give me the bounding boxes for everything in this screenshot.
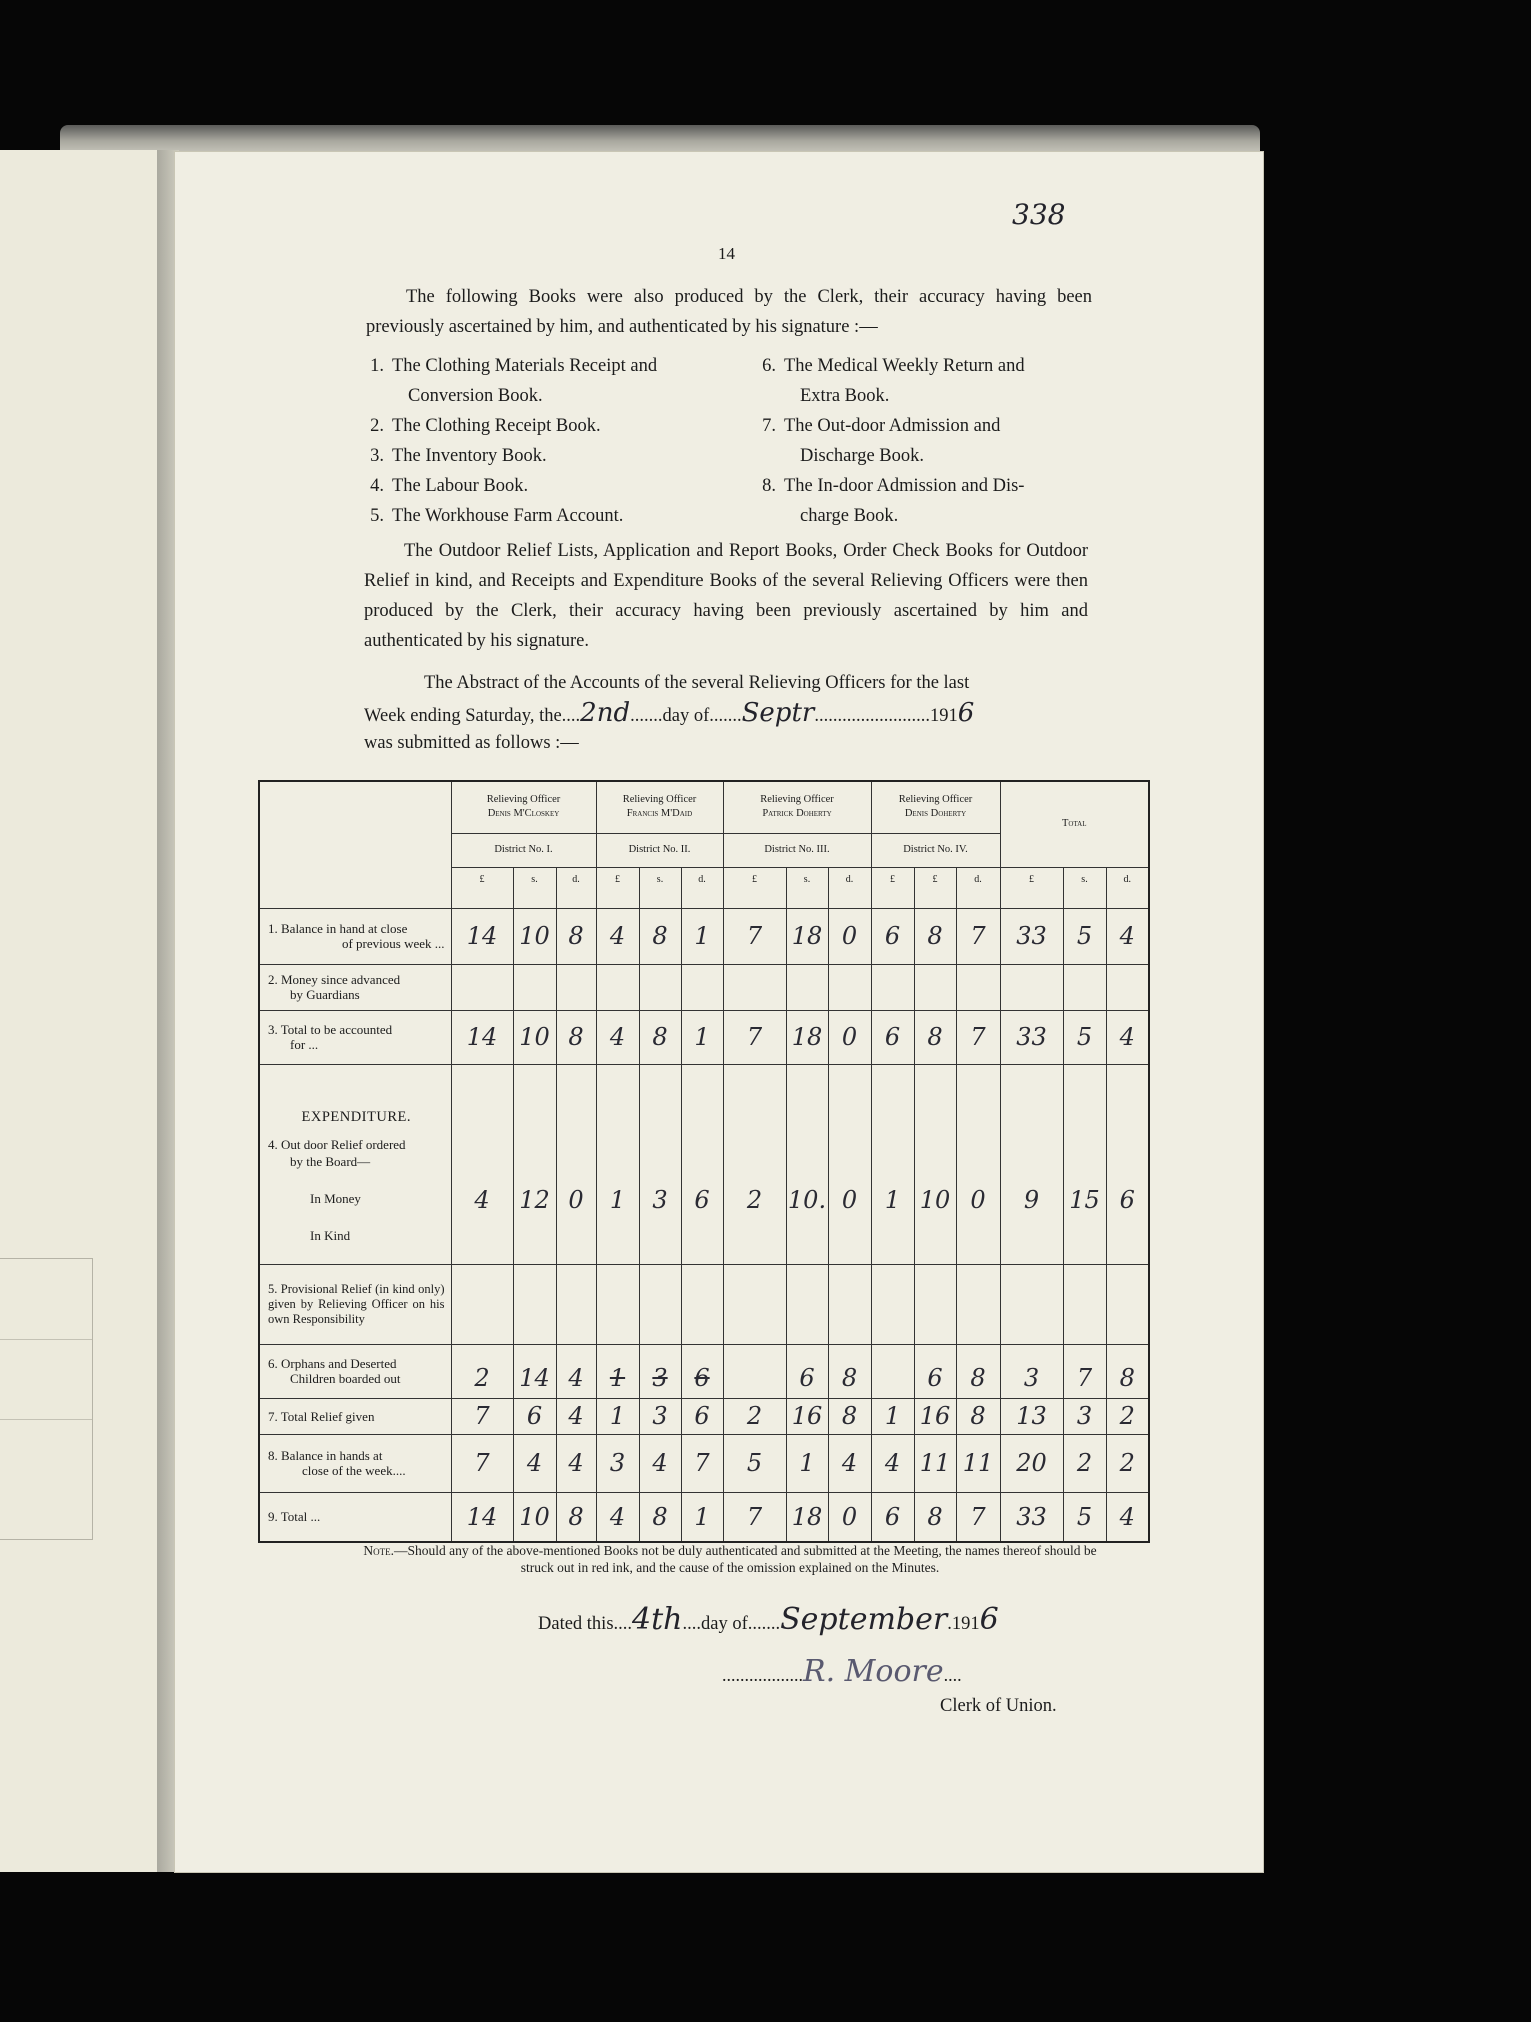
row-label: EXPENDITURE. 4. Out door Relief ordered by the Board— In Money In Kind <box>259 1064 451 1264</box>
amount-cell: 13 <box>1000 1398 1063 1434</box>
amount-cell: 7 <box>956 908 1000 964</box>
currency-head: d. <box>556 867 596 908</box>
amount-cell: 9 <box>1000 1064 1063 1264</box>
amount-cell <box>723 1344 786 1398</box>
amount-cell: 5 <box>1063 1010 1106 1064</box>
table-row <box>259 1344 1149 1398</box>
book-item-cont: Discharge Book. <box>800 446 924 466</box>
amount-cell: 1 <box>681 1492 723 1542</box>
amount-cell: 1 <box>871 1064 914 1264</box>
book-item: 6. The Medical Weekly Return and <box>762 356 1025 376</box>
currency-head: d. <box>828 867 871 908</box>
amount-cell: 4 <box>596 908 639 964</box>
amount-cell: 5 <box>723 1434 786 1492</box>
books-list-right <box>740 351 1094 531</box>
book-item: 7. The Out-door Admission and <box>762 416 1001 436</box>
amount-cell: 0 <box>556 1064 596 1264</box>
book-item: 2. The Clothing Receipt Book. <box>370 416 601 436</box>
district-4: District No. IV. <box>871 833 1000 867</box>
dated-year-digit: 6 <box>979 1602 999 1637</box>
currency-head: £ <box>1000 867 1063 908</box>
abstract-day: 2nd <box>580 698 631 728</box>
amount-cell: 10. <box>786 1064 828 1264</box>
table-row <box>259 964 1149 1010</box>
amount-cell: 7 <box>723 1010 786 1064</box>
amount-cell: 33 <box>1000 908 1063 964</box>
total-header: Total <box>1000 781 1149 867</box>
abstract-line-1: The Abstract of the Accounts of the several Relieving Officers for the last <box>424 673 970 693</box>
amount-cell: 14 <box>451 1492 513 1542</box>
amount-cell: 4 <box>556 1398 596 1434</box>
amount-cell: 2 <box>1106 1398 1149 1434</box>
book-item-cont: charge Book. <box>800 506 899 526</box>
amount-cell: 1 <box>681 1010 723 1064</box>
amount-cell: 11 <box>956 1434 1000 1492</box>
row-label: 3. Total to be accounted for ... <box>259 1010 451 1064</box>
amount-cell: 6 <box>681 1344 723 1398</box>
amount-cell: 4 <box>1106 1010 1149 1064</box>
amount-cell: 3 <box>639 1398 681 1434</box>
officer-header-2: Relieving Officer Francis M'Daid <box>596 781 723 833</box>
amount-cell: 3 <box>596 1434 639 1492</box>
dated-month: September <box>780 1602 948 1637</box>
table-row <box>259 1010 1149 1064</box>
amount-cell: 4 <box>828 1434 871 1492</box>
amount-cell: 18 <box>786 1492 828 1542</box>
dated-line: Dated this....4th....day of.......September.1916 <box>538 1602 999 1637</box>
amount-cell: 6 <box>914 1344 956 1398</box>
abstract-line-3: was submitted as follows :— <box>364 733 579 753</box>
amount-cell: 8 <box>639 1492 681 1542</box>
table-row <box>259 1492 1149 1542</box>
amount-cell: 8 <box>1106 1344 1149 1398</box>
row-label: 2. Money since advanced by Guardians <box>259 964 451 1010</box>
amount-cell: 0 <box>828 1492 871 1542</box>
currency-head: £ <box>596 867 639 908</box>
amount-cell: 10 <box>513 908 556 964</box>
book-item-cont: Extra Book. <box>800 386 890 406</box>
amount-cell: 1 <box>596 1344 639 1398</box>
currency-head: d. <box>1106 867 1149 908</box>
row-label: 5. Provisional Relief (in kind only) given by Relieving Officer on his own Responsibility <box>259 1264 451 1344</box>
intro-text: The following Books were also produced by the Clerk, their accuracy having been previously ascertained by him, and authenticated by his signature :— <box>366 287 1092 337</box>
amount-cell: 4 <box>556 1344 596 1398</box>
amount-cell: 14 <box>451 1010 513 1064</box>
district-1: District No. I. <box>451 833 596 867</box>
amount-cell: 7 <box>451 1398 513 1434</box>
amount-cell: 3 <box>1063 1398 1106 1434</box>
amount-cell: 18 <box>786 1010 828 1064</box>
currency-head: £ <box>871 867 914 908</box>
amount-cell: 8 <box>556 908 596 964</box>
amount-cell: 6 <box>871 1492 914 1542</box>
amount-cell: 4 <box>639 1434 681 1492</box>
amount-cell: 0 <box>956 1064 1000 1264</box>
amount-cell: 8 <box>956 1344 1000 1398</box>
officer-header-3: Relieving Officer Patrick Doherty <box>723 781 871 833</box>
currency-head: d. <box>956 867 1000 908</box>
currency-head: £ <box>914 867 956 908</box>
note-label: Note. <box>363 1543 395 1558</box>
amount-cell: 4 <box>596 1010 639 1064</box>
table-row <box>259 1398 1149 1434</box>
book-item-cont: Conversion Book. <box>408 386 543 406</box>
row-label: 8. Balance in hands at close of the week.... <box>259 1434 451 1492</box>
amount-cell: 8 <box>914 1010 956 1064</box>
amount-cell: 1 <box>596 1064 639 1264</box>
amount-cell: 2 <box>1106 1434 1149 1492</box>
amount-cell <box>871 1344 914 1398</box>
amount-cell: 10 <box>513 1492 556 1542</box>
currency-head: s. <box>1063 867 1106 908</box>
amount-cell: 16 <box>914 1398 956 1434</box>
currency-head: s. <box>513 867 556 908</box>
clerk-signature: R. Moore <box>803 1654 944 1689</box>
amount-cell: 6 <box>1106 1064 1149 1264</box>
amount-cell: 1 <box>596 1398 639 1434</box>
officer-header-1: Relieving Officer Denis M'Closkey <box>451 781 596 833</box>
outdoor-text: The Outdoor Relief Lists, Application and Report Books, Order Check Books for Outdoor Relief in kind, and Receipts and Expenditure Books of the several Relieving Officers were then produced by the Clerk, their accuracy having been previously ascertained by him and authenticated by his signature. <box>364 541 1088 651</box>
amount-cell: 2 <box>451 1344 513 1398</box>
amount-cell: 1 <box>681 908 723 964</box>
relief-abstract-table <box>258 780 1150 1543</box>
amount-cell: 2 <box>723 1398 786 1434</box>
amount-cell: 16 <box>786 1398 828 1434</box>
amount-cell: 3 <box>639 1064 681 1264</box>
amount-cell: 11 <box>914 1434 956 1492</box>
row-label: 7. Total Relief given <box>259 1398 451 1434</box>
district-3: District No. III. <box>723 833 871 867</box>
currency-head: s. <box>786 867 828 908</box>
table-row <box>259 1064 1149 1264</box>
amount-cell: 7 <box>723 1492 786 1542</box>
amount-cell: 3 <box>639 1344 681 1398</box>
amount-cell: 14 <box>513 1344 556 1398</box>
amount-cell: 4 <box>451 1064 513 1264</box>
amount-cell: 6 <box>681 1398 723 1434</box>
amount-cell: 6 <box>786 1344 828 1398</box>
intro-paragraph <box>366 282 1092 342</box>
book-item: 1. The Clothing Materials Receipt and <box>370 356 658 376</box>
amount-cell: 12 <box>513 1064 556 1264</box>
amount-cell: 6 <box>871 908 914 964</box>
amount-cell: 2 <box>1063 1434 1106 1492</box>
amount-cell: 14 <box>451 908 513 964</box>
amount-cell: 4 <box>596 1492 639 1542</box>
row-label: 1. Balance in hand at close of previous week ... <box>259 908 451 964</box>
amount-cell: 7 <box>451 1434 513 1492</box>
row-label: 6. Orphans and Deserted Children boarded out <box>259 1344 451 1398</box>
amount-cell: 1 <box>871 1398 914 1434</box>
dated-day: 4th <box>632 1602 683 1637</box>
book-item: 3. The Inventory Book. <box>370 446 547 466</box>
amount-cell: 18 <box>786 908 828 964</box>
clerk-title: Clerk of Union. <box>940 1696 1057 1716</box>
row-label: 9. Total ... <box>259 1492 451 1542</box>
amount-cell: 7 <box>681 1434 723 1492</box>
amount-cell: 10 <box>513 1010 556 1064</box>
abstract-line-2: Week ending Saturday, the....2nd.......day of.......Septr.........................1916 <box>364 698 975 728</box>
amount-cell: 0 <box>828 1010 871 1064</box>
book-item: 5. The Workhouse Farm Account. <box>370 506 624 526</box>
amount-cell: 4 <box>871 1434 914 1492</box>
amount-cell: 0 <box>828 908 871 964</box>
amount-cell: 7 <box>723 908 786 964</box>
amount-cell: 8 <box>914 1492 956 1542</box>
books-list-left <box>348 351 720 531</box>
amount-cell: 7 <box>956 1010 1000 1064</box>
amount-cell: 7 <box>1063 1344 1106 1398</box>
amount-cell: 33 <box>1000 1492 1063 1542</box>
amount-cell: 33 <box>1000 1010 1063 1064</box>
amount-cell: 2 <box>723 1064 786 1264</box>
amount-cell: 8 <box>639 1010 681 1064</box>
table-row <box>259 908 1149 964</box>
amount-cell: 5 <box>1063 1492 1106 1542</box>
amount-cell: 8 <box>556 1492 596 1542</box>
amount-cell: 4 <box>1106 908 1149 964</box>
amount-cell: 20 <box>1000 1434 1063 1492</box>
folio-number: 338 <box>1012 198 1066 231</box>
amount-cell: 4 <box>1106 1492 1149 1542</box>
currency-head: £ <box>451 867 513 908</box>
amount-cell: 6 <box>681 1064 723 1264</box>
amount-cell: 10 <box>914 1064 956 1264</box>
note-paragraph <box>360 1542 1100 1576</box>
page-number: 14 <box>718 244 735 263</box>
currency-head: d. <box>681 867 723 908</box>
amount-cell: 0 <box>828 1064 871 1264</box>
table-row <box>259 1264 1149 1344</box>
amount-cell: 7 <box>956 1492 1000 1542</box>
amount-cell: 8 <box>828 1398 871 1434</box>
left-facing-page <box>0 150 165 1872</box>
note-text: —Should any of the above-mentioned Books not be duly authenticated and submitted at the Meeting, the names thereof should be struck out in red ink, and the cause of the omission explained on the Minutes. <box>394 1543 1097 1575</box>
amount-cell: 5 <box>1063 908 1106 964</box>
book-item: 4. The Labour Book. <box>370 476 529 496</box>
currency-head: s. <box>639 867 681 908</box>
amount-cell: 8 <box>556 1010 596 1064</box>
outdoor-relief-paragraph <box>364 536 1088 656</box>
amount-cell: 6 <box>513 1398 556 1434</box>
amount-cell: 1 <box>786 1434 828 1492</box>
table-row <box>259 1434 1149 1492</box>
amount-cell: 4 <box>513 1434 556 1492</box>
amount-cell: 8 <box>914 908 956 964</box>
abstract-month: Septr <box>741 698 815 728</box>
amount-cell: 8 <box>956 1398 1000 1434</box>
amount-cell: 15 <box>1063 1064 1106 1264</box>
left-page-box <box>0 1258 93 1540</box>
amount-cell: 6 <box>871 1010 914 1064</box>
currency-head: £ <box>723 867 786 908</box>
amount-cell: 3 <box>1000 1344 1063 1398</box>
amount-cell: 4 <box>556 1434 596 1492</box>
abstract-year-digit: 6 <box>957 698 975 728</box>
book-item: 8. The In-door Admission and Dis- <box>762 476 1025 496</box>
amount-cell: 8 <box>828 1344 871 1398</box>
district-2: District No. II. <box>596 833 723 867</box>
label-header-blank <box>259 781 451 908</box>
amount-cell: 8 <box>639 908 681 964</box>
officer-header-4: Relieving Officer Denis Doherty <box>871 781 1000 833</box>
signature-line: ..................R. Moore.... <box>722 1654 962 1689</box>
